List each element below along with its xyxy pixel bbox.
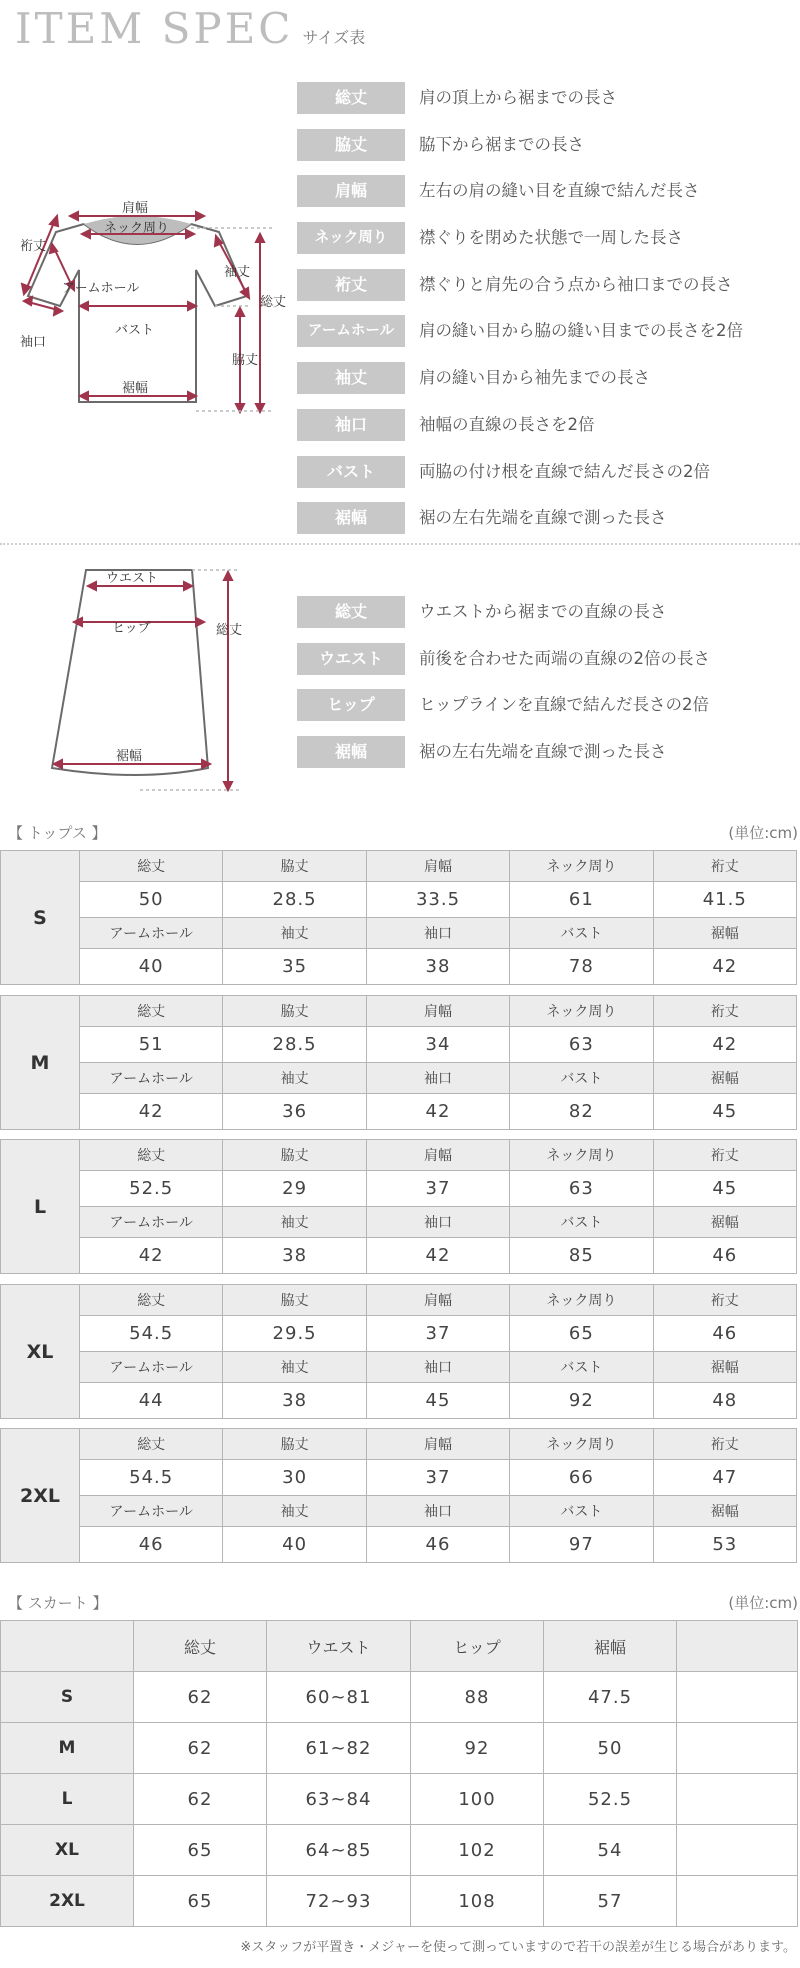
header-cell: 肩幅 (366, 1285, 509, 1316)
value-cell: 61~82 (267, 1723, 411, 1774)
value-cell: 65 (510, 1316, 653, 1352)
value-cell: 45 (366, 1383, 509, 1419)
value-cell: 63~84 (267, 1774, 411, 1825)
skirt-outline (52, 570, 208, 775)
table-row (1, 1429, 797, 1460)
value-cell: 72~93 (267, 1876, 411, 1927)
table-row (1, 1207, 797, 1238)
table-row (1, 996, 797, 1027)
header-cell: 袖丈 (223, 918, 366, 949)
label-sodetake: 袖丈 (224, 265, 251, 280)
table-row (1, 1316, 797, 1352)
header-cell: 肩幅 (366, 996, 509, 1027)
value-cell: 65 (134, 1876, 267, 1927)
header (15, 4, 365, 56)
table-row (1, 1238, 797, 1274)
table-row (1, 1094, 797, 1130)
value-cell: 108 (411, 1876, 544, 1927)
header-cell: 袖丈 (223, 1352, 366, 1383)
header-cell: 裾幅 (653, 1207, 796, 1238)
header-cell: バスト (510, 1496, 653, 1527)
table-row (1, 1027, 797, 1063)
header-cell: 総丈 (80, 851, 223, 882)
value-cell: 102 (411, 1825, 544, 1876)
table-row (1, 1460, 797, 1496)
skirt-section-title: 【 スカート 】 (8, 1594, 108, 1612)
label-neck: ネック周り (104, 221, 170, 236)
size-block (0, 995, 797, 1127)
value-cell: 92 (411, 1723, 544, 1774)
label-waist: ウエスト (106, 571, 159, 586)
value-cell: 45 (653, 1171, 796, 1207)
header-cell: 肩幅 (366, 851, 509, 882)
value-cell: 65 (134, 1825, 267, 1876)
value-cell: 28.5 (223, 1027, 366, 1063)
header-cell: ネック周り (510, 1429, 653, 1460)
header-cell: アームホール (80, 1207, 223, 1238)
value-cell: 82 (510, 1094, 653, 1130)
size-block (0, 1139, 797, 1271)
value-cell: 34 (366, 1027, 509, 1063)
table-row (1, 882, 797, 918)
value-cell: 38 (223, 1383, 366, 1419)
header-cell: 裄丈 (653, 1429, 796, 1460)
header-cell: 袖丈 (223, 1207, 366, 1238)
header-cell: 裾幅 (653, 918, 796, 949)
value-cell: 42 (366, 1094, 509, 1130)
value-cell: 50 (80, 882, 223, 918)
value-cell: 63 (510, 1171, 653, 1207)
table-row (1, 851, 797, 882)
value-cell: 42 (80, 1238, 223, 1274)
value-cell: 50 (544, 1723, 677, 1774)
value-cell: 37 (366, 1171, 509, 1207)
header-cell: 袖口 (366, 1496, 509, 1527)
value-cell: 97 (510, 1527, 653, 1563)
empty-cell (677, 1672, 798, 1723)
table-header-row (1, 1621, 798, 1672)
table-row (1, 1383, 797, 1419)
header-cell: 総丈 (80, 1429, 223, 1460)
value-cell: 36 (223, 1094, 366, 1130)
value-cell: 66 (510, 1460, 653, 1496)
table-row (1, 1140, 797, 1171)
label-susohaba: 裾幅 (122, 381, 149, 396)
header-cell: 袖口 (366, 918, 509, 949)
value-cell: 42 (653, 1027, 796, 1063)
header-cell: バスト (510, 1207, 653, 1238)
value-cell: 78 (510, 949, 653, 985)
skirt-size-table (0, 1620, 797, 1927)
header-cell: ヒップ (411, 1621, 544, 1672)
value-cell: 46 (80, 1527, 223, 1563)
value-cell: 64~85 (267, 1825, 411, 1876)
value-cell: 54.5 (80, 1460, 223, 1496)
value-cell: 40 (223, 1527, 366, 1563)
table-row (1, 1352, 797, 1383)
shirt-outline (28, 224, 247, 402)
header-cell: ネック周り (510, 996, 653, 1027)
header-cell: 裾幅 (544, 1621, 677, 1672)
header-cell: 裄丈 (653, 1140, 796, 1171)
size-label: S (1, 1672, 134, 1723)
page-subtitle: サイズ表 (302, 28, 366, 47)
value-cell: 47 (653, 1460, 796, 1496)
empty-cell (677, 1876, 798, 1927)
table-row (1, 918, 797, 949)
header-cell: アームホール (80, 1063, 223, 1094)
header-cell: 袖丈 (223, 1063, 366, 1094)
label-wakitake: 脇丈 (232, 353, 259, 368)
section-divider (0, 543, 800, 545)
value-cell: 62 (134, 1774, 267, 1825)
label-skirt-susohaba: 裾幅 (116, 749, 143, 764)
value-cell: 61 (510, 882, 653, 918)
value-cell: 54.5 (80, 1316, 223, 1352)
header-cell: 総丈 (80, 1285, 223, 1316)
value-cell: 37 (366, 1460, 509, 1496)
header-cell: 総丈 (80, 1140, 223, 1171)
page-title: ITEM SPEC (15, 4, 294, 53)
size-label: XL (1, 1825, 134, 1876)
value-cell: 41.5 (653, 882, 796, 918)
value-cell: 46 (653, 1316, 796, 1352)
header-cell: 袖口 (366, 1352, 509, 1383)
table-row (1, 1876, 798, 1927)
header-cell: 脇丈 (223, 1285, 366, 1316)
value-cell: 44 (80, 1383, 223, 1419)
value-cell: 29.5 (223, 1316, 366, 1352)
label-soutake: 総丈 (260, 295, 287, 310)
header-cell: 袖口 (366, 1207, 509, 1238)
size-block (0, 850, 797, 982)
empty-cell (677, 1825, 798, 1876)
value-cell: 47.5 (544, 1672, 677, 1723)
header-cell: 袖丈 (223, 1496, 366, 1527)
value-cell: 52.5 (544, 1774, 677, 1825)
value-cell: 52.5 (80, 1171, 223, 1207)
size-label: XL (1, 1285, 80, 1419)
value-cell: 42 (653, 949, 796, 985)
table-row (1, 1285, 797, 1316)
footnote: ※スタッフが平置き・メジャーを使って測っていますので若干の誤差が生じる場合があります。 (240, 1940, 796, 1955)
size-label: M (1, 996, 80, 1130)
header-cell: アームホール (80, 918, 223, 949)
header-cell: 脇丈 (223, 996, 366, 1027)
header-cell: ウエスト (267, 1621, 411, 1672)
label-armhole: アームホール (62, 281, 140, 296)
value-cell: 42 (80, 1094, 223, 1130)
header-cell: 総丈 (134, 1621, 267, 1672)
value-cell: 46 (366, 1527, 509, 1563)
header-cell: 脇丈 (223, 851, 366, 882)
value-cell: 51 (80, 1027, 223, 1063)
header-cell: バスト (510, 1352, 653, 1383)
size-label: 2XL (1, 1429, 80, 1563)
header-cell: 総丈 (80, 996, 223, 1027)
size-label: 2XL (1, 1876, 134, 1927)
label-yukitake: 裄丈 (20, 239, 47, 254)
header-cell: 裾幅 (653, 1063, 796, 1094)
value-cell: 48 (653, 1383, 796, 1419)
empty-cell (677, 1723, 798, 1774)
value-cell: 62 (134, 1672, 267, 1723)
value-cell: 38 (366, 949, 509, 985)
value-cell: 45 (653, 1094, 796, 1130)
header-cell: アームホール (80, 1352, 223, 1383)
size-chart-page: ITEM SPEC サイズ表 肩幅 ネック周り 裄丈 袖丈 アームホール 総丈 袖口 バスト 脇丈 裾幅 総丈 肩の頂上から裾までの長さ 脇丈 脇下から裾までの長さ 肩幅 左右の肩の縫い目を直線で結んだ長さ ネック周り 襟ぐりを閉めた状態で一周した長さ 裄丈 襟ぐりと肩先の合う点から袖口までの長さ アームホール 肩の縫い目から脇の縫い目までの長さを2倍 袖丈 肩の縫い目から袖先までの長さ 袖口 袖幅の直線の長さを2倍 バスト 両脇の付け根を直線で結んだ長さの2倍 裾幅 裾の左右先端を直線で測った長さ ウエスト ヒップ 総丈 裾幅 総丈 ウエストから裾までの直線の長さ ウエスト 前後を合わせた両端の直線の2倍の長さ ヒップ ヒップラインを直線で結んだ長さの2倍 裾幅 裾の左右先端を直線で測った長さ 【 トップス 】 (単位:cm) S 総丈 脇丈 肩幅 ネック周り 裄丈 50 28.5 33.5 61 41.5 アームホール 袖丈 袖口 バスト 裾幅 40 35 38 78 42 M 総丈 脇丈 肩幅 ネック周り 裄丈 51 28.5 34 63 42 アームホール 袖丈 袖口 バスト 裾幅 42 36 42 82 45 L 総丈 脇丈 肩幅 ネック周り 裄丈 52.5 29 37 63 45 アームホール 袖丈 袖口 バスト 裾幅 42 38 42 85 46 XL 総丈 脇丈 肩幅 ネック周り 裄丈 54.5 29.5 37 65 46 アームホール 袖丈 袖口 バスト 裾幅 44 38 45 92 48 2XL 総丈 脇丈 肩幅 ネック周り 裄丈 54.5 30 37 66 47 アームホール 袖丈 袖口 バスト 裾幅 46 40 46 97 53 【 スカート 】 (単位:cm) 総丈 ウエスト ヒップ 裾幅 S 62 60~81 88 47.5 M 62 61~82 92 50 L 62 63~84 100 52.5 XL 65 64~85 102 54 2XL 65 72~93 108 57 ※スタッフが平置き・メジャーを使って測っていますので若干の誤差が生じる場合があります。 (0, 0, 800, 1968)
size-block (0, 1284, 797, 1416)
size-label: M (1, 1723, 134, 1774)
header-cell: 裄丈 (653, 1285, 796, 1316)
table-row (1, 1171, 797, 1207)
table-row (1, 1723, 798, 1774)
label-hip: ヒップ (112, 621, 151, 636)
header-cell: 袖口 (366, 1063, 509, 1094)
value-cell: 42 (366, 1238, 509, 1274)
label-sodeguchi: 袖口 (20, 335, 47, 350)
table-row (1, 1527, 797, 1563)
header-cell (677, 1621, 798, 1672)
header-cell: バスト (510, 918, 653, 949)
header-cell: ネック周り (510, 851, 653, 882)
value-cell: 40 (80, 949, 223, 985)
table-row (1, 1825, 798, 1876)
skirt-diagram (40, 560, 260, 800)
label-katahaba: 肩幅 (122, 201, 149, 216)
header-cell: 裄丈 (653, 851, 796, 882)
header-cell (1, 1621, 134, 1672)
header-cell: 脇丈 (223, 1140, 366, 1171)
value-cell: 54 (544, 1825, 677, 1876)
tops-section-title: 【 トップス 】 (8, 824, 107, 842)
value-cell: 33.5 (366, 882, 509, 918)
size-label: L (1, 1140, 80, 1274)
header-cell: アームホール (80, 1496, 223, 1527)
value-cell: 46 (653, 1238, 796, 1274)
header-cell: 裾幅 (653, 1352, 796, 1383)
table-row (1, 1063, 797, 1094)
skirt-unit-label: (単位:cm) (728, 1594, 798, 1612)
header-cell: 肩幅 (366, 1140, 509, 1171)
label-skirt-soutake: 総丈 (216, 623, 243, 638)
header-cell: 肩幅 (366, 1429, 509, 1460)
header-cell: 裾幅 (653, 1496, 796, 1527)
value-cell: 62 (134, 1723, 267, 1774)
size-label: S (1, 851, 80, 985)
value-cell: 100 (411, 1774, 544, 1825)
value-cell: 53 (653, 1527, 796, 1563)
size-label: L (1, 1774, 134, 1825)
table-row (1, 1774, 798, 1825)
value-cell: 35 (223, 949, 366, 985)
shirt-diagram (12, 198, 302, 418)
value-cell: 57 (544, 1876, 677, 1927)
value-cell: 88 (411, 1672, 544, 1723)
value-cell: 29 (223, 1171, 366, 1207)
value-cell: 63 (510, 1027, 653, 1063)
table-row (1, 1672, 798, 1723)
table-row (1, 1496, 797, 1527)
label-bust: バスト (115, 323, 155, 338)
header-cell: 脇丈 (223, 1429, 366, 1460)
tops-unit-label: (単位:cm) (728, 824, 798, 842)
header-cell: ネック周り (510, 1140, 653, 1171)
size-block (0, 1428, 797, 1560)
value-cell: 30 (223, 1460, 366, 1496)
value-cell: 85 (510, 1238, 653, 1274)
value-cell: 28.5 (223, 882, 366, 918)
header-cell: 裄丈 (653, 996, 796, 1027)
empty-cell (677, 1774, 798, 1825)
value-cell: 92 (510, 1383, 653, 1419)
value-cell: 60~81 (267, 1672, 411, 1723)
table-row (1, 949, 797, 985)
value-cell: 38 (223, 1238, 366, 1274)
header-cell: ネック周り (510, 1285, 653, 1316)
value-cell: 37 (366, 1316, 509, 1352)
header-cell: バスト (510, 1063, 653, 1094)
